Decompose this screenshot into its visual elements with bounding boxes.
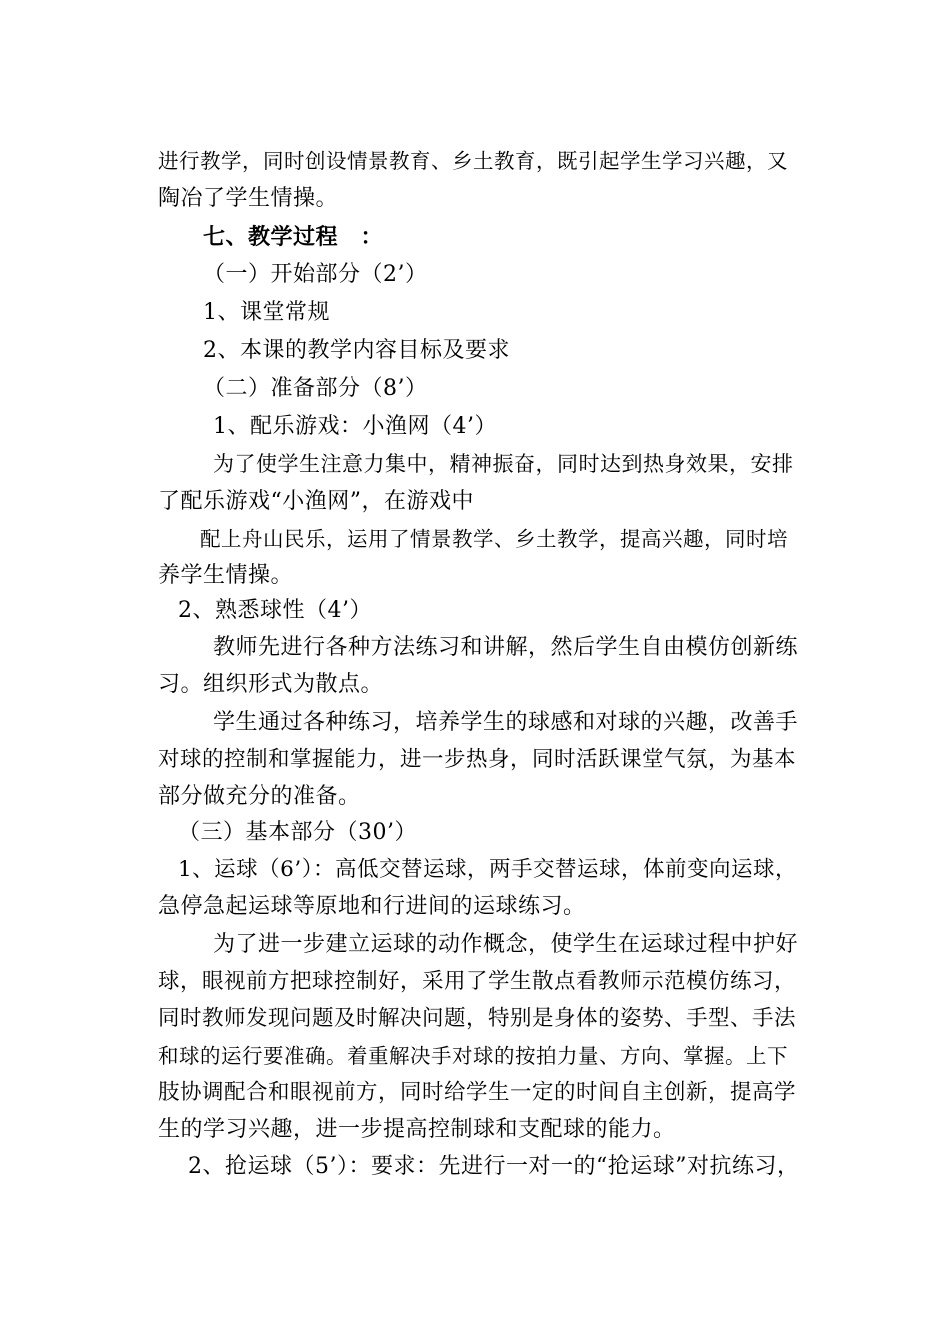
- section-heading: 七、教学过程 ：: [203, 224, 384, 250]
- paragraph-line: 部分做充分的准备。: [158, 784, 361, 809]
- list-item: 1、配乐游戏：小渔网（4’）: [213, 414, 497, 439]
- paragraph-line: 进行教学，同时创设情景教育、乡土教育，既引起学生学习兴趣，又: [158, 149, 788, 173]
- paragraph-line: 同时教师发现问题及时解决问题，特别是身体的姿势、手型、手法: [158, 1006, 797, 1031]
- paragraph-line: 为了使学生注意力集中，精神振奋，同时达到热身效果，安排: [213, 452, 794, 476]
- paragraph-line: 对球的控制和掌握能力，进一步热身，同时活跃课堂气氛，为基本: [158, 747, 797, 772]
- paragraph-line: 球，眼视前方把球控制好，采用了学生散点看教师示范模仿练习，: [158, 969, 797, 994]
- paragraph-line: 陶冶了学生情操。: [158, 186, 339, 211]
- list-item: 2、抢运球（5’）：要求：先进行一对一的“抢运球”对抗练习，: [188, 1154, 800, 1179]
- paragraph-line: 养学生情操。: [158, 563, 294, 588]
- paragraph-line: 配上舟山民乐，运用了情景教学、乡土教学，提高兴趣，同时培: [200, 527, 788, 551]
- paragraph-line: 教师先进行各种方法练习和讲解，然后学生自由模仿创新练: [213, 635, 799, 660]
- list-item: 2、熟悉球性（4’）: [178, 598, 372, 623]
- subsection-heading: （二）准备部分（8’）: [203, 376, 428, 401]
- subsection-heading: （一）开始部分（2’）: [203, 262, 428, 287]
- list-item: 2、本课的教学内容目标及要求: [203, 338, 510, 363]
- paragraph-line: 和球的运行要准确。着重解决手对球的按拍力量、方向、掌握。上下: [158, 1044, 788, 1068]
- paragraph-line: 了配乐游戏“小渔网”，在游戏中: [158, 489, 474, 514]
- paragraph-line: 急停急起运球等原地和行进间的运球练习。: [158, 894, 586, 919]
- subsection-heading: （三）基本部分（30’）: [178, 820, 417, 845]
- paragraph-line: 学生通过各种练习，培养学生的球感和对球的兴趣，改善手: [213, 710, 799, 735]
- paragraph-line: 肢协调配合和眼视前方，同时给学生一定的时间自主创新，提高学: [158, 1080, 797, 1105]
- paragraph-line: 为了进一步建立运球的动作概念，使学生在运球过程中护好: [213, 932, 799, 957]
- paragraph-line: 习。组织形式为散点。: [158, 672, 384, 697]
- list-item: 1、运球（6’）：高低交替运球，两手交替运球，体前变向运球，: [178, 857, 797, 882]
- list-item: 1、课堂常规: [203, 300, 330, 325]
- paragraph-line: 生的学习兴趣，进一步提高控制球和支配球的能力。: [158, 1117, 676, 1142]
